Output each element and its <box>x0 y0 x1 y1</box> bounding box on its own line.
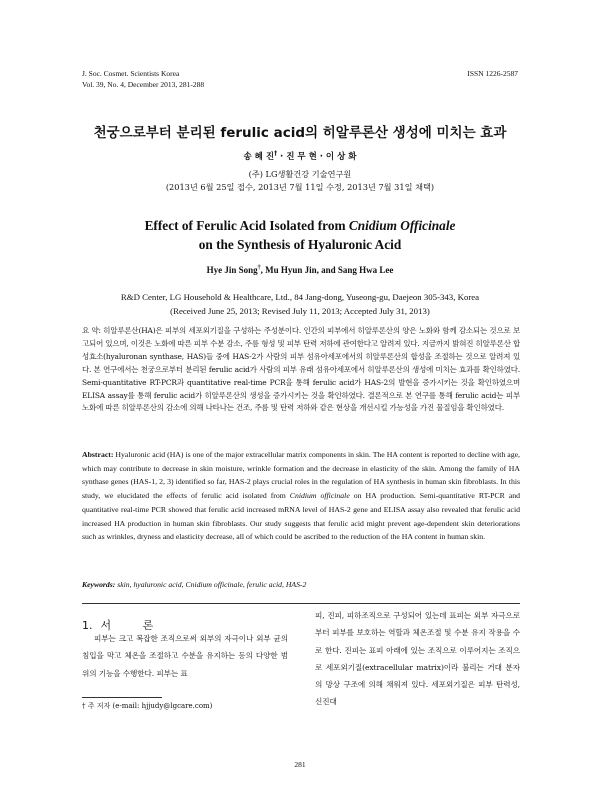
affiliation-korean <box>0 168 600 194</box>
title-text: Effect of Ferulic Acid Isolated from <box>144 218 349 233</box>
affiliation-english <box>0 290 600 318</box>
paragraph: 피, 진피, 피하조직으로 구성되어 있는데 표피는 외부 자극으로부터 피부를 보호하는 역할과 체온조절 및 수분 유지 작용을 수로 한다. 진피는 표피 아래에 있는 조직으로 이루어지는 조직으로 세포외기질(extracellular matrix)이라 불리는 거대 분자의 망상 구조에 의해 채워져 있다. 세포외기질은 피부 탄력성, 신진대 <box>315 611 520 707</box>
keywords <box>82 580 520 589</box>
body-column-left <box>82 627 288 682</box>
affiliation-org: R&D Center, LG Household & Healthcare, Ltd., 84 Jang-dong, Yuseong-gu, Daejeon 305-343, Korea <box>120 292 480 302</box>
author-name: 송 혜 진 <box>243 152 275 162</box>
page-number: 281 <box>294 760 306 769</box>
keywords-label: Keywords: <box>82 580 116 589</box>
journal-name: J. Soc. Cosmet. Scientists Korea <box>82 69 180 78</box>
abstract-korean: 요 약: 히알루론산(HA)은 피부의 세포외기질을 구성하는 주성분이다. 인간의 피부에서 히알루론산의 양은 노화와 함께 감소되는 것으로 보고되어 있으며, 이것은 노화에 따른 피부 수분 감소, 주름 형성 및 피부 탄력 저하에 관여한다고 알려져 있다. 지금까지 밝혀진 히알루론산 합성효소(hyaluronan synthase, HAS)들 중에 HAS-2가 사람의 피부 섬유아세포에서의 히알루론산의 합성을 조절하는 것으로 알려져 있다. 본 연구에서는 천궁으로부터 분리된 ferulic acid가 사람의 피부 유래 섬유아세포에서 히알루론산의 생성에 미치는 효과를 확인하였다. Semi-quantitative RT-PCR과 quantitative real-time PCR을 통해 ferulic acid가 HAS-2의 발현을 증가시키는 것을 확인하였으며 ELISA assay를 통해 ferulic acid가 히알루론산의 생성을 증가시키는 것을 확인하였다. 결론적으로 본 연구를 통해 ferulic acid는 피부 노화에 따른 히알루론산의 감소에 의해 나타나는 건조, 주름 및 탄력 저하와 같은 현상을 개선시킬 가능성을 가진 물질임을 확인하였다. <box>82 326 520 413</box>
issn: ISSN 1226-2587 <box>467 69 518 78</box>
title-korean: 천궁으로부터 분리된 ferulic acid의 히알루론산 생성에 미치는 효과 <box>93 125 507 141</box>
author-names-rest: , Mu Hyun Jin, and Sang Hwa Lee <box>260 265 394 275</box>
affiliation-dates: (2013년 6월 25일 접수, 2013년 7월 11일 수정, 2013년 7월 31일 채택) <box>165 182 435 192</box>
divider <box>82 603 520 604</box>
title-english <box>0 216 600 254</box>
authors-korean <box>0 150 600 162</box>
dagger-mark: † <box>257 265 261 271</box>
section-number: 1. <box>82 619 93 632</box>
author-name: Hye Jin Song <box>206 265 258 275</box>
author-names-rest: · 진 무 현 · 이 상 화 <box>277 152 357 162</box>
paragraph: 피부는 크고 복잡한 조직으로써 외부의 자극이나 외부 균의 침입을 막고 체온을 조절하고 수분을 유지하는 등의 다양한 범위의 기능을 수행한다. 피부는 표 <box>82 634 288 678</box>
abstract-text-cont: on HA production. Semi-quantitative RT-PCR and quantitative real-time PCR showed that ferulic acid increased mRNA level of HAS-2 gene and ELISA assay also revealed that ferulic acid increased HA production in human skin fibroblasts. Our study suggests that ferulic acid might prevent age-dependent skin deteriorations such as wrinkles, dryness and elasticity decrease, all of which could be ascribed to the reduction of the HA content in human skin. <box>82 491 521 542</box>
keywords-text: skin, hyaluronic acid, Cnidium officinale, ferulic acid, HAS-2 <box>115 580 307 589</box>
affiliation-dates: (Received June 25, 2013; Revised July 11, 2013; Accepted July 31, 2013) <box>170 306 430 316</box>
section-title: 서 론 <box>100 619 168 632</box>
journal-header <box>82 68 204 90</box>
title-species: Cnidium Officinale <box>348 218 456 233</box>
body-column-right <box>315 607 520 711</box>
title-english-line2: on the Synthesis of Hyaluronic Acid <box>198 237 402 252</box>
abstract-label: Abstract: <box>82 450 114 459</box>
affiliation-org: (주) LG생활건강 기술연구원 <box>248 169 352 179</box>
abstract-text: Hyaluronic acid (HA) is one of the major extracellular matrix components in skin. The HA content is reported to decline with age, which may contribute to decrease in skin moisture, wrinkle formation and the decrease in elasticity of the skin. Among the family of HA synthase genes (HAS-1, 2, 3) identified so far, HAS-2 plays crucial roles in the regulation of HA synthesis in human skin fibroblasts. In this study, we elucidated the effects of ferulic acid isolated from <box>82 450 520 501</box>
dagger-mark: † <box>274 150 278 158</box>
footnote-divider <box>82 697 162 698</box>
journal-volume: Vol. 39, No. 4, December 2013, 281-288 <box>82 80 205 89</box>
abstract-species: Cnidium officinale <box>289 491 350 501</box>
title-english-line1 <box>0 216 600 235</box>
abstract-english <box>82 448 520 544</box>
footnote: † 주 저자 (e-mail: hjjudy@lgcare.com) <box>82 702 213 710</box>
authors-english <box>0 265 600 275</box>
